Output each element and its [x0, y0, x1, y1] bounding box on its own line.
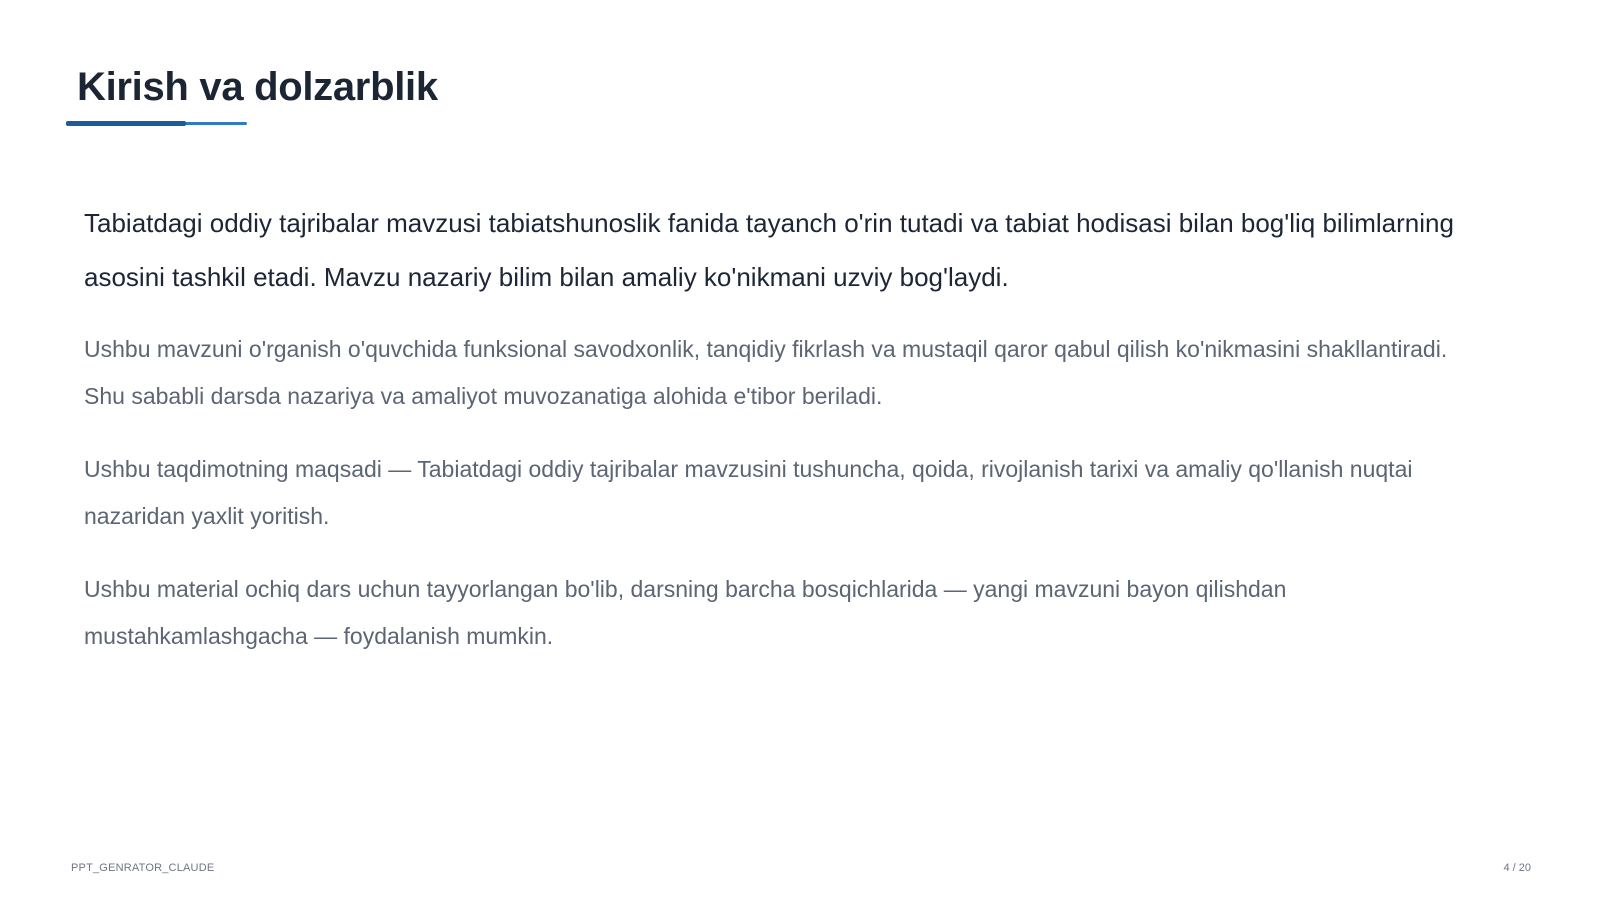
title-underline [66, 121, 247, 126]
footer-source: PPT_GENRATOR_CLAUDE [71, 862, 215, 874]
title-underline-accent [66, 121, 186, 126]
body-paragraph-1: Ushbu mavzuni o'rganish o'quvchida funksional savodxonlik, tanqidiy fikrlash va mustaqil qaror qabul qilish ko'nikmasini shakllantiradi. Shu sababli darsda nazariya va amaliyot muvozanatiga alohida e'tibor beriladi. [84, 336, 1448, 409]
slide-title: Kirish va dolzarblik [77, 65, 438, 109]
body-paragraph-2: Ushbu taqdimotning maqsadi — Tabiatdagi oddiy tajribalar mavzusini tushuncha, qoida, rivojlanish tarixi va amaliy qo'llanish nuqtai nazaridan yaxlit yoritish. [84, 456, 1413, 529]
lead-paragraph: Tabiatdagi oddiy tajribalar mavzusi tabiatshunoslik fanida tayanch o'rin tutadi va tabiat hodisasi bilan bog'liq bilimlarning asosini tashkil etadi. Mavzu nazariy bilim bilan amaliy ko'nikmani uzviy bog'laydi. [84, 208, 1454, 292]
body-paragraph-3: Ushbu material ochiq dars uchun tayyorlangan bo'lib, darsning barcha bosqichlarida — yangi mavzuni bayon qilishdan mustahkamlashgacha — foydalanish mumkin. [84, 576, 1287, 649]
slide-body [84, 196, 1484, 686]
page-number: 4 / 20 [1503, 862, 1531, 874]
